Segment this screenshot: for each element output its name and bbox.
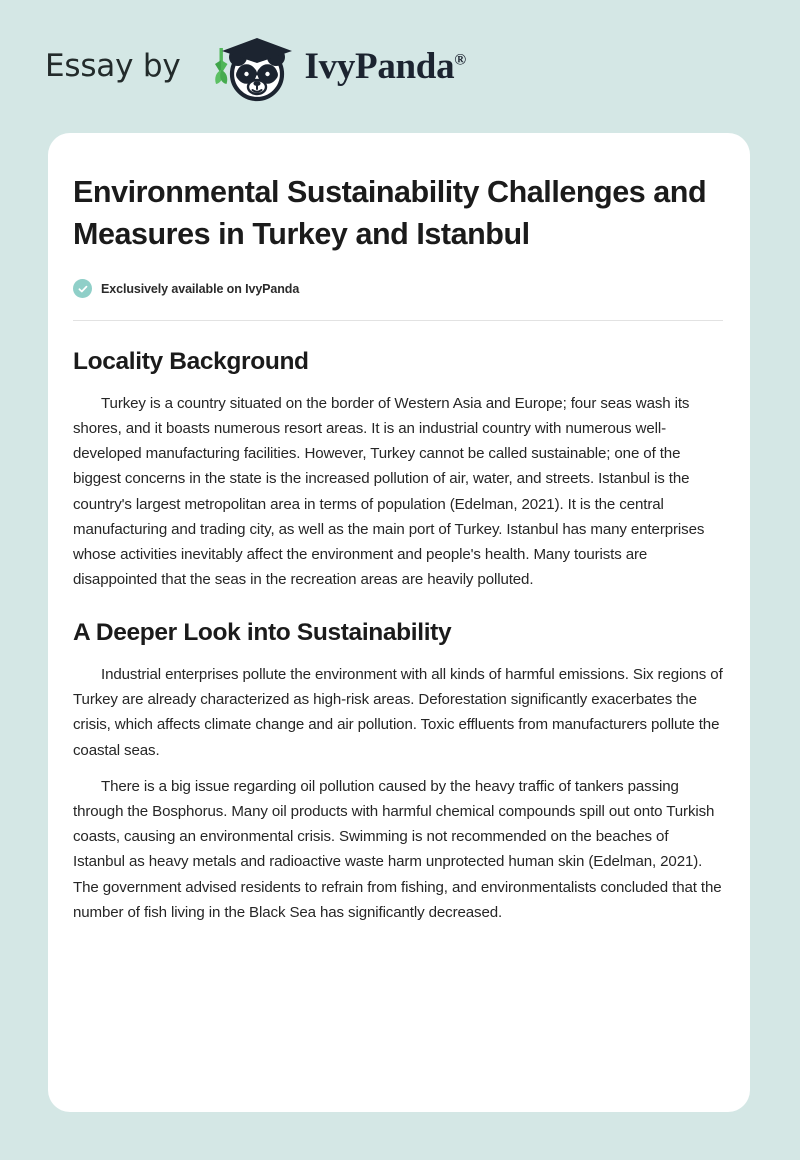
section-paragraph: Industrial enterprises pollute the environment with all kinds of harmful emissions. Six regions of Turkey are already characterized as high-risk areas. Deforestation significantly exacerbates the crisis, which affects climate change and air pollution. Toxic effluents from manufacturers pollute the coastal seas.	[73, 666, 723, 759]
section-paragraph: Turkey is a country situated on the border of Western Asia and Europe; four seas wash its shores, and it boasts numerous resort areas. It is an industrial country with numerous well-developed manufacturing facilities. However, Turkey cannot be called sustainable; one of the biggest concerns in the state is the increased pollution of air, water, and streets. Istanbul is the country's largest metropolitan area in terms of population (Edelman, 2021). It is the central manufacturing and trading city, as well as the main port of Turkey. Istanbul has many enterprises whose activities inevitably affect the environment and people's health. Many tourists are disappointed that the seas in the recreation areas are heavily polluted.	[73, 394, 705, 589]
panda-graduate-logo-icon	[195, 30, 307, 104]
essay-document-card	[48, 133, 750, 1112]
title-divider	[73, 320, 723, 321]
check-circle-icon	[73, 279, 92, 298]
section-heading-deeper-look-into-sustainability: A Deeper Look into Sustainability	[73, 619, 452, 647]
section-heading-locality-background: Locality Background	[73, 348, 309, 376]
exclusive-badge-label: Exclusively available on IvyPanda	[101, 281, 300, 296]
exclusive-availability-badge	[73, 279, 723, 298]
brand-wordmark	[305, 48, 466, 85]
essay-by-label: Essay by	[45, 48, 181, 84]
ivypanda-brand-logo[interactable]	[195, 30, 466, 104]
page-title: Environmental Sustainability Challenges and Measures in Turkey and Istanbul	[73, 175, 707, 252]
registered-trademark-icon: ®	[454, 51, 466, 69]
section-paragraph: There is a big issue regarding oil pollution caused by the heavy traffic of tankers passing through the Bosphorus. Many oil products with harmful chemical compounds spill out onto Turkish coasts, causing an environmental crisis. Swimming is not recommended on the beaches of Istanbul as heavy metals and radioactive waste harm unprotected human skin (Edelman, 2021). The government advised residents to refrain from fishing, and environmentalists concluded that the number of fish living in the Black Sea has significantly decreased.	[73, 777, 722, 921]
site-header	[0, 0, 800, 133]
brand-name-text: IvyPanda	[304, 46, 455, 87]
